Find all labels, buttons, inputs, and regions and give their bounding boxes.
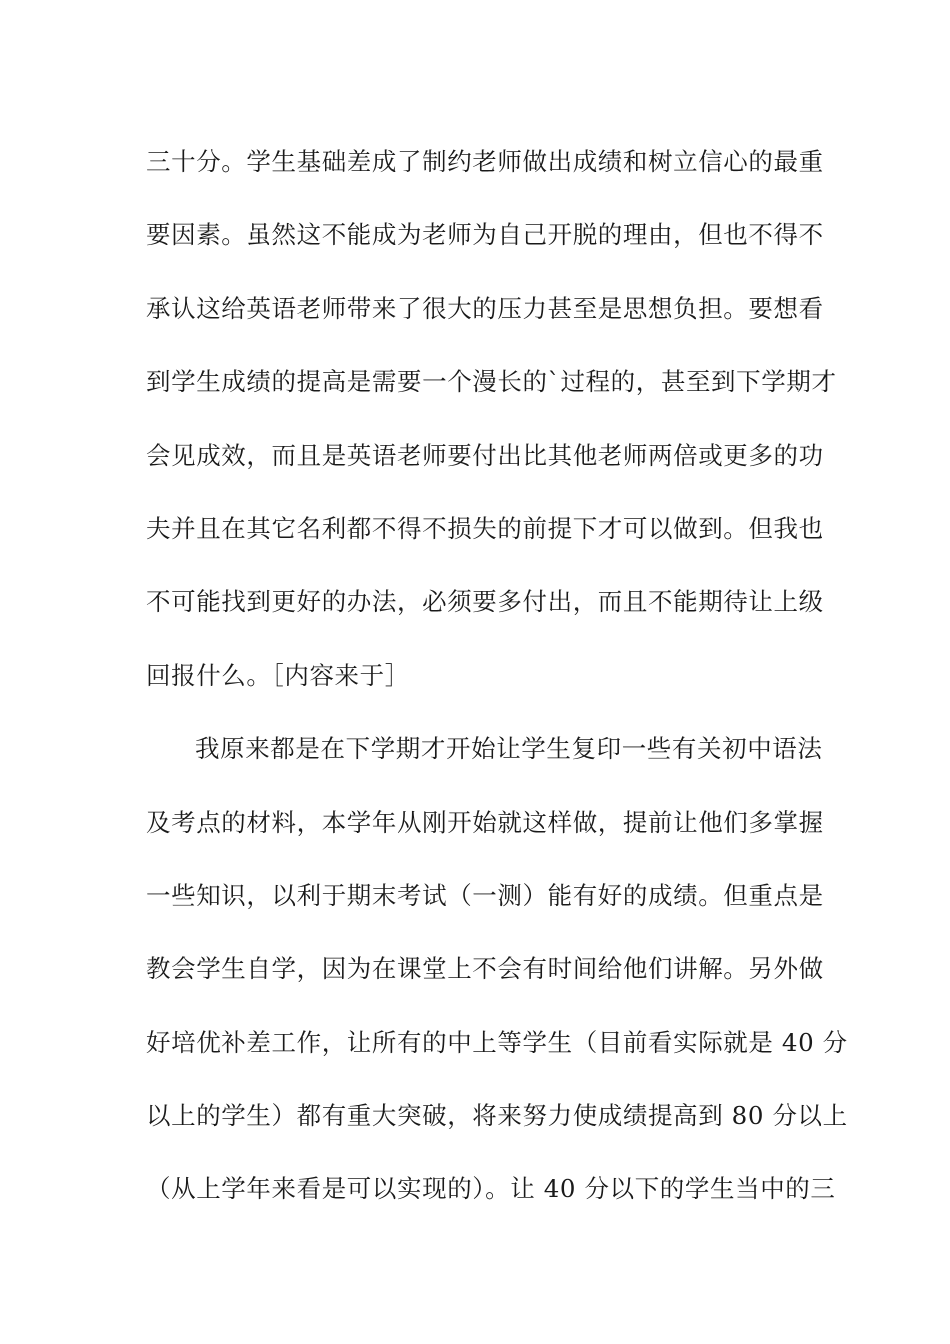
text-line-3: 承认这给英语老师带来了很大的压力甚至是思想负担。要想看 bbox=[146, 293, 824, 323]
text-line-9: 我原来都是在下学期才开始让学生复印一些有关初中语法 bbox=[195, 734, 823, 764]
text-line-10: 及考点的材料，本学年从刚开始就这样做，提前让他们多掌握 bbox=[146, 807, 824, 837]
text-line-12: 教会学生自学，因为在课堂上不会有时间给他们讲解。另外做 bbox=[146, 954, 824, 984]
text-line-8: 回报什么。［内容来于］ bbox=[146, 660, 410, 690]
text-line-4: 到学生成绩的提高是需要一个漫长的`过程的，甚至到下学期才 bbox=[146, 367, 837, 397]
text-line-1: 三十分。学生基础差成了制约老师做出成绩和树立信心的最重 bbox=[146, 147, 824, 176]
text-line-2: 要因素。虽然这不能成为老师为自己开脱的理由，但也不得不 bbox=[146, 220, 824, 250]
document-body bbox=[146, 125, 848, 1226]
text-line-15: （从上学年来看是可以实现的）。让 40 分以下的学生当中的三 bbox=[146, 1174, 836, 1204]
text-line-7: 不可能找到更好的办法，必须要多付出，而且不能期待让上级 bbox=[146, 587, 824, 617]
text-line-11: 一些知识，以利于期末考试（一测）能有好的成绩。但重点是 bbox=[146, 880, 824, 910]
text-line-5: 会见成效，而且是英语老师要付出比其他老师两倍或更多的功 bbox=[146, 440, 824, 470]
text-line-14: 以上的学生）都有重大突破，将来努力使成绩提高到 80 分以上 bbox=[146, 1101, 848, 1131]
text-line-6: 夫并且在其它名利都不得不损失的前提下才可以做到。但我也 bbox=[146, 513, 824, 543]
text-line-13: 好培优补差工作，让所有的中上等学生（目前看实际就是 40 分 bbox=[146, 1027, 848, 1057]
